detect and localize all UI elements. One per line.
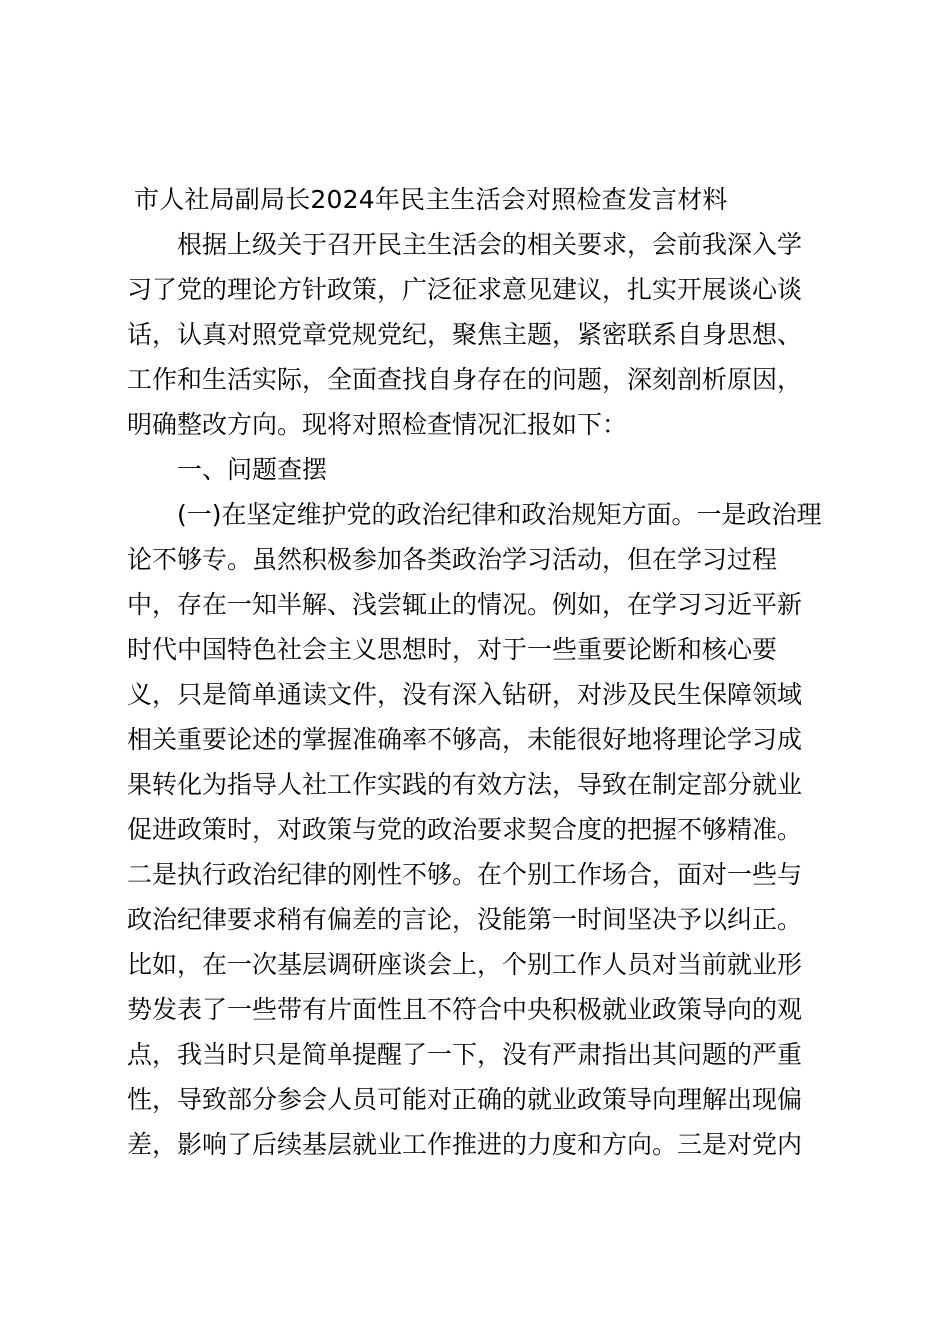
section1-line: 果转化为指导人社工作实践的有效方法，导致在制定部分就业 [127, 770, 803, 799]
section1-line: 义，只是简单通读文件，没有深入钻研，对涉及民生保障领域 [127, 680, 803, 709]
section1-line: 政治纪律要求稍有偏差的言论，没能第一时间坚决予以纠正。 [127, 905, 803, 934]
section1-line: 相关重要论述的掌握准确率不够高，未能很好地将理论学习成 [127, 725, 803, 754]
section1-line: 时代中国特色社会主义思想时，对于一些重要论断和核心要 [127, 635, 778, 664]
intro-line: 明确整改方向。现将对照检查情况汇报如下： [127, 410, 628, 439]
intro-line: 话，认真对照党章党规党纪，聚焦主题，紧密联系自身思想、 [127, 320, 803, 349]
document-title: 市人社局副局长2024年民主生活会对照检查发言材料 [134, 185, 728, 214]
section1-line: 点，我当时只是简单提醒了一下，没有严肃指出其问题的严重 [127, 1040, 803, 1069]
intro-line: 根据上级关于召开民主生活会的相关要求，会前我深入学 [177, 230, 803, 259]
document-body [127, 222, 827, 1167]
section-heading-paragraph [127, 447, 827, 492]
section1-line: 势发表了一些带有片面性且不符合中央积极就业政策导向的观 [127, 995, 803, 1024]
section1-line: 论不够专。虽然积极参加各类政治学习活动，但在学习过程 [127, 545, 778, 574]
section1-line: 促进政策时，对政策与党的政治要求契合度的把握不够精准。 [127, 815, 803, 844]
section-heading: 一、问题查摆 [177, 455, 328, 484]
intro-paragraph [127, 222, 827, 447]
section1-line: 差，影响了后续基层就业工作推进的力度和方向。三是对党内 [127, 1130, 803, 1159]
section1-line: 中，存在一知半解、浅尝辄止的情况。例如，在学习习近平新 [127, 590, 803, 619]
section1-paragraph [127, 492, 827, 1167]
section1-line: 性，导致部分参会人员可能对正确的就业政策导向理解出现偏 [127, 1085, 803, 1114]
intro-line: 工作和生活实际，全面查找自身存在的问题，深刻剖析原因， [127, 365, 803, 394]
intro-line: 习了党的理论方针政策，广泛征求意见建议，扎实开展谈心谈 [127, 275, 803, 304]
section1-line: 二是执行政治纪律的刚性不够。在个别工作场合，面对一些与 [127, 860, 803, 889]
section1-line: 比如，在一次基层调研座谈会上，个别工作人员对当前就业形 [127, 950, 803, 979]
section1-line: (一)在坚定维护党的政治纪律和政治规矩方面。一是政治理 [177, 500, 822, 529]
